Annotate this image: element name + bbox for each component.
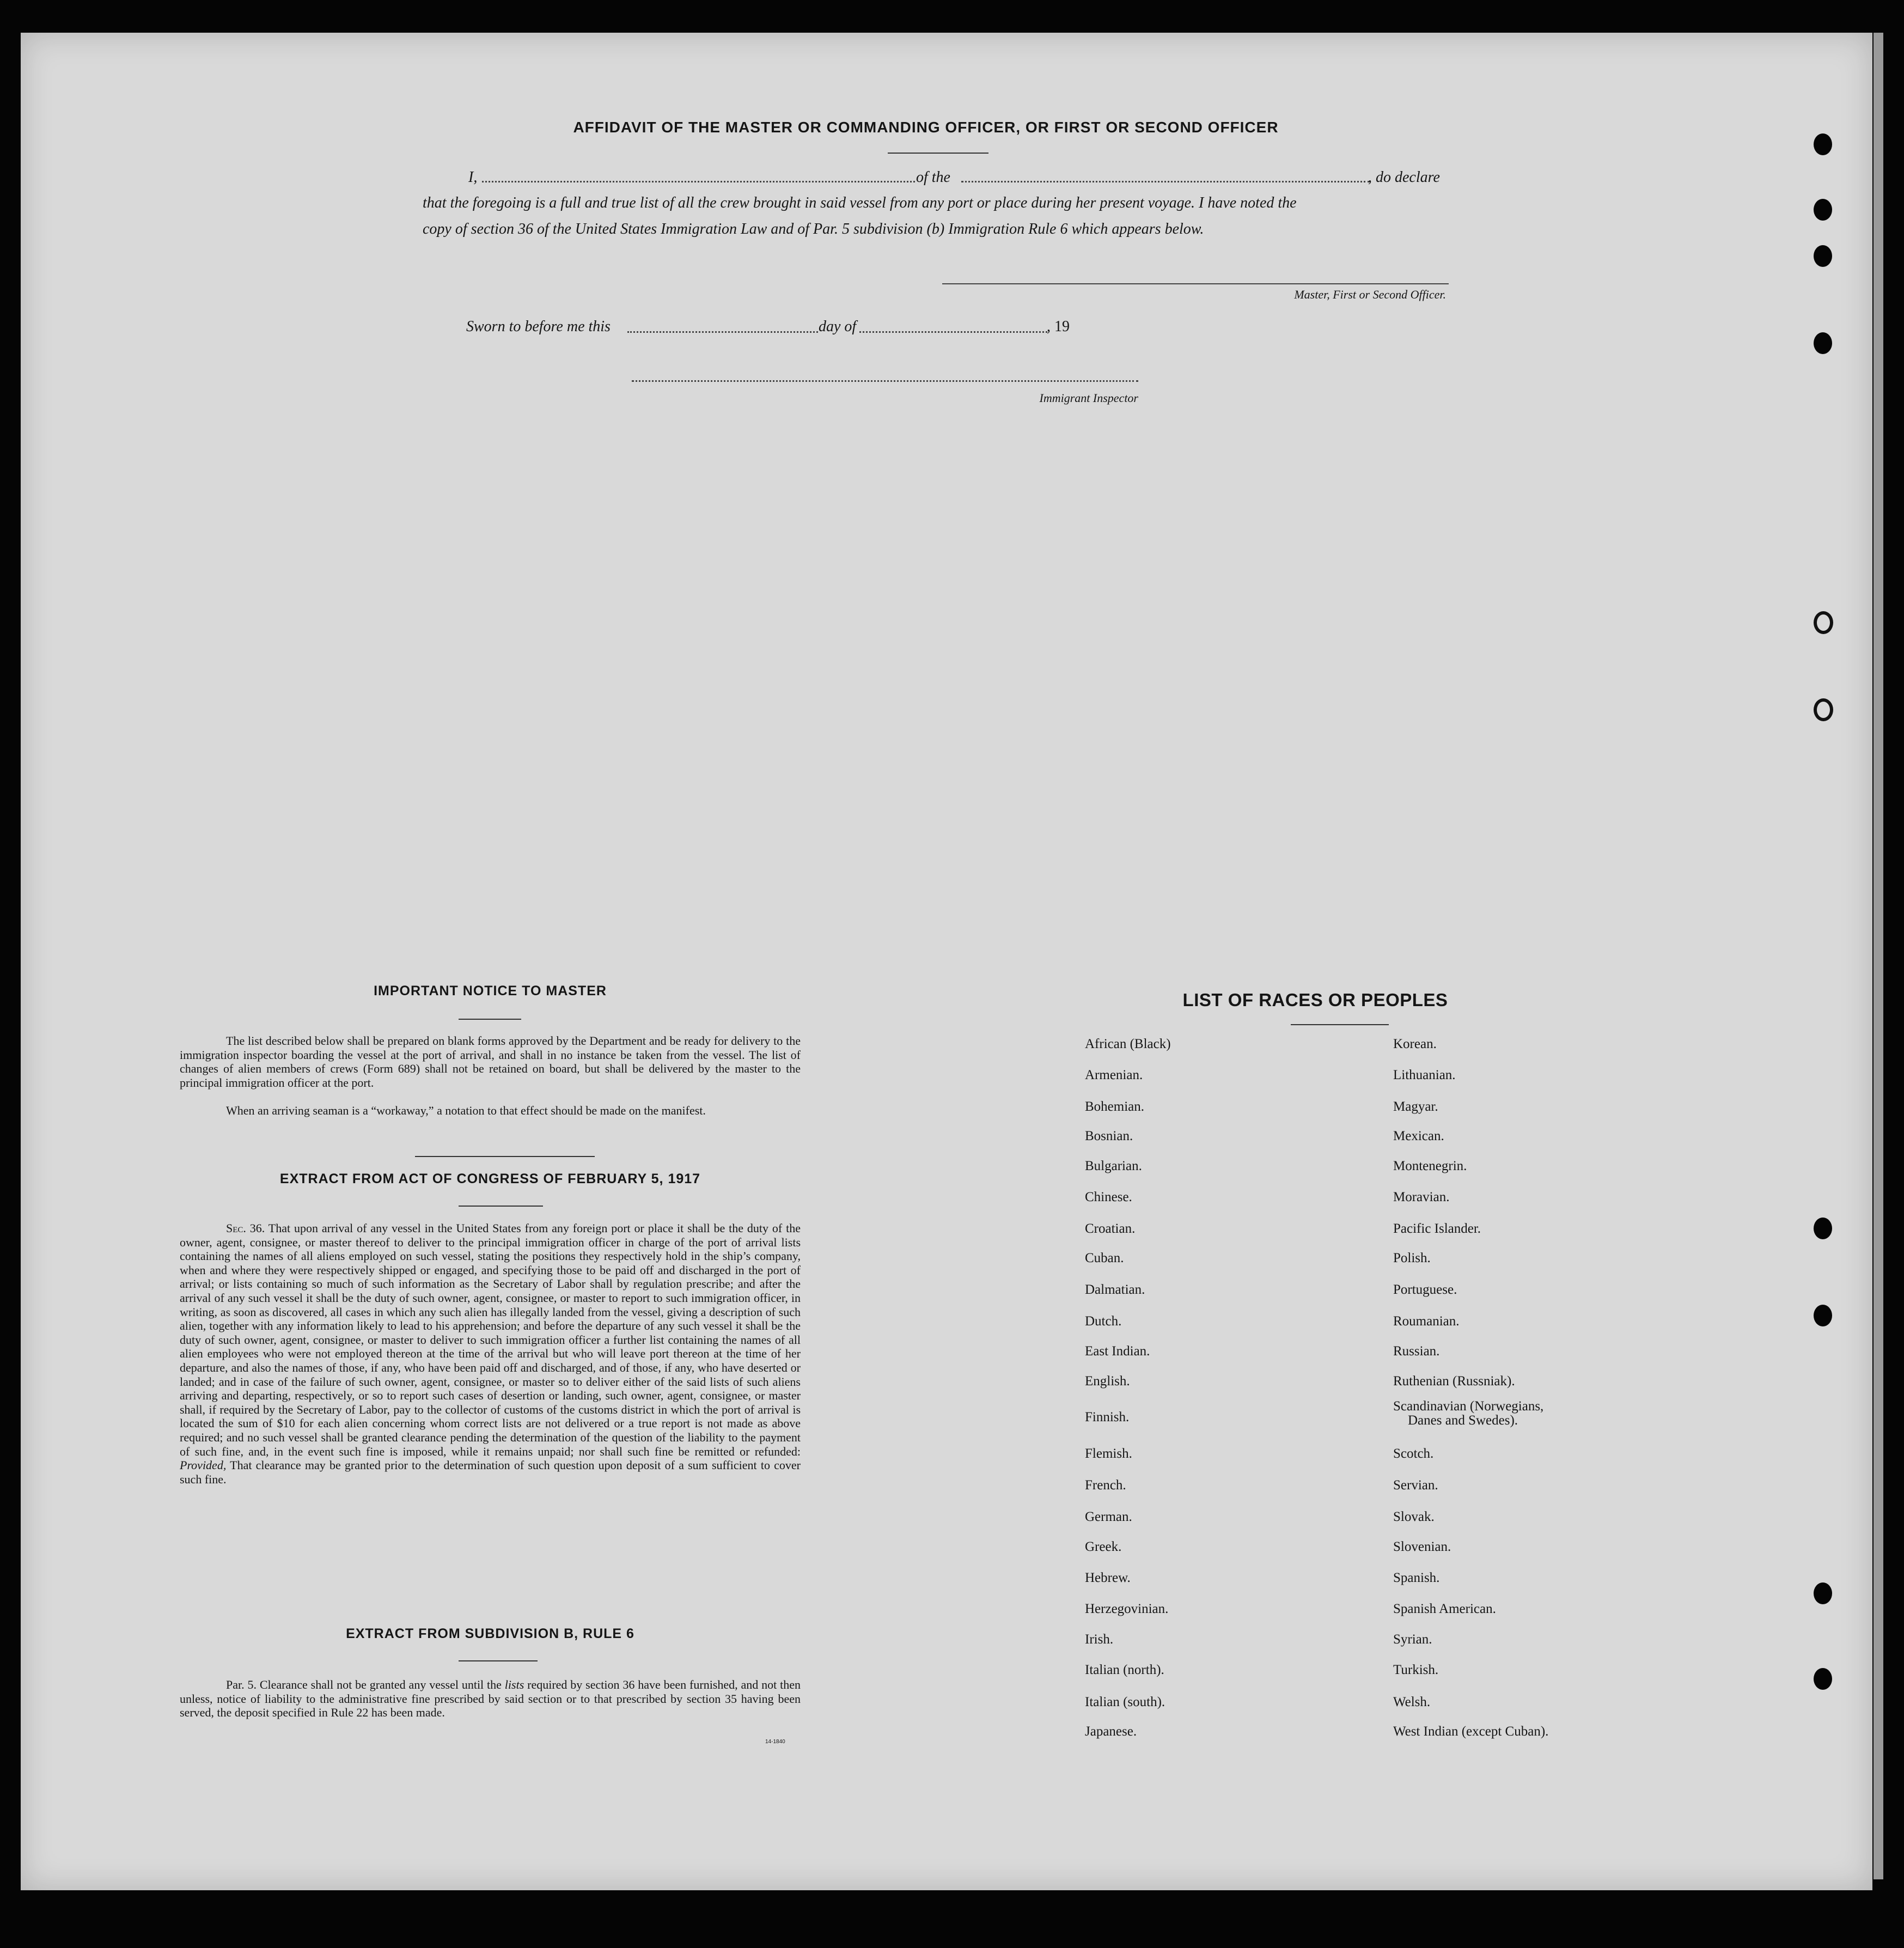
race-item: Slovak. bbox=[1393, 1509, 1435, 1524]
race-item: Pacific Islander. bbox=[1393, 1221, 1481, 1236]
binder-hole bbox=[1814, 245, 1832, 267]
form-sheet bbox=[21, 33, 1872, 1890]
inspector-caption: Immigrant Inspector bbox=[1039, 391, 1138, 405]
race-item: African (Black) bbox=[1085, 1037, 1171, 1051]
master-signature-field[interactable] bbox=[942, 283, 1449, 284]
race-item: Russian. bbox=[1393, 1344, 1440, 1359]
race-item: Ruthenian (Russniak). bbox=[1393, 1374, 1515, 1389]
day-of-label: day of bbox=[819, 318, 857, 335]
affidavit-statement-line2: copy of section 36 of the United States Immigration Law and of Par. 5 subdivision (b) Immigration Rule 6 which appears below. bbox=[423, 221, 1204, 238]
race-item: Spanish American. bbox=[1393, 1602, 1496, 1616]
binder-hole bbox=[1814, 332, 1832, 354]
race-item: Syrian. bbox=[1393, 1632, 1432, 1647]
sworn-month-field[interactable] bbox=[859, 331, 1047, 333]
race-item: Finnish. bbox=[1085, 1410, 1130, 1425]
sec-text-end: That clearance may be granted prior to the determination of such question upon deposit of a sum sufficient to cover such fine. bbox=[180, 1458, 801, 1486]
race-item: Cuban. bbox=[1085, 1251, 1124, 1265]
act-extract-title: EXTRACT FROM ACT OF CONGRESS OF FEBRUARY 5, 1917 bbox=[279, 1171, 701, 1186]
race-item: Montenegrin. bbox=[1393, 1159, 1467, 1173]
race-item: Flemish. bbox=[1085, 1446, 1132, 1461]
race-item: Slovenian. bbox=[1393, 1539, 1451, 1554]
race-item: Welsh. bbox=[1393, 1695, 1431, 1709]
sworn-label: Sworn to before me this bbox=[466, 318, 611, 335]
of-the-label: of the bbox=[916, 169, 950, 186]
race-item: Portuguese. bbox=[1393, 1282, 1457, 1297]
race-item: Armenian. bbox=[1085, 1068, 1143, 1082]
affidavit-title: AFFIDAVIT OF THE MASTER OR COMMANDING OFFICER, OR FIRST OR SECOND OFFICER bbox=[573, 119, 1279, 136]
sheet-edge bbox=[1874, 33, 1883, 1879]
race-item: West Indian (except Cuban). bbox=[1393, 1724, 1549, 1739]
binder-hole bbox=[1814, 1582, 1832, 1604]
title-rule bbox=[888, 153, 988, 154]
race-item: Italian (north). bbox=[1085, 1663, 1164, 1677]
race-item: Polish. bbox=[1393, 1251, 1431, 1265]
binder-hole bbox=[1814, 199, 1832, 221]
race-item: Turkish. bbox=[1393, 1663, 1439, 1677]
race-item: Mexican. bbox=[1393, 1129, 1444, 1143]
par-5-text bbox=[180, 1678, 801, 1720]
notice-divider bbox=[415, 1156, 595, 1157]
races-rule bbox=[1291, 1024, 1389, 1025]
sec-text: That upon arrival of any vessel in the United States from any foreign port or place it shall be the duty of the owner, agent, consignee, or master thereof to deliver to the principal immigration officer in charge of the port of arrival lists containing the names of all aliens employed on such vessel, stating the positions they respectively hold in the ship’s company, when and where they were respectively shipped or engaged, and specifying those to be paid off and discharged in the port of arrival; or lists containing so much of such information as the Secretary of Labor shall by regulation prescribe; and after the arrival of any such vessel it shall be the duty of such owner, agent, consignee, or master to report to such immigration officer, in writing, as soon as discovered, all cases in which any such alien has illegally landed from the vessel, giving a description of such alien, together with any information likely to lead to his apprehension; and before the departure of any such vessel it shall be the duty of such owner, agent, consignee, or master to deliver to such immigration officer a further list containing the names of all alien employees who were not employed thereon at the time of the arrival but who will leave port thereon at the time of her departure, and also the names of those, if any, who have been paid off and discharged, and of those, if any, who have deserted or landed; and in case of the failure of such owner, agent, consignee, or master so to deliver either of the said lists of such aliens arriving and departing, respectively, or so to report such cases of desertion or landing, such owner, agent, consignee, or master shall, if required by the Secretary of Labor, pay to the collector of customs of the customs district in which the port of arrival is located the sum of $10 for each alien concerning whom correct lists are not delivered or a true report is not made as above required; and no such vessel shall be granted clearance pending the determination of the question of the liability to the payment of such fine, and, in the event such fine is imposed, while it remains unpaid; nor shall such fine be remitted or refunded: bbox=[180, 1221, 801, 1458]
signature-caption: Master, First or Second Officer. bbox=[1294, 288, 1446, 301]
par5-text-a: Par. 5. Clearance shall not be granted any vessel until the bbox=[226, 1678, 502, 1691]
race-item: Italian (south). bbox=[1085, 1695, 1165, 1709]
binder-hole bbox=[1814, 133, 1832, 155]
provided-word: Provided, bbox=[180, 1458, 227, 1472]
inspector-signature-field[interactable] bbox=[632, 380, 1138, 382]
race-item-continuation: Danes and Swedes). bbox=[1408, 1413, 1518, 1428]
lists-word: lists bbox=[504, 1678, 524, 1691]
name-field[interactable] bbox=[482, 181, 915, 182]
notice-paragraph-2: When an arriving seaman is a “workaway,” a notation to that effect should be made on the manifest. bbox=[226, 1104, 706, 1117]
notice-paragraph-1: The list described below shall be prepared on blank forms approved by the Department and be ready for delivery to the immigration inspector boarding the vessel at the port of arrival, and shall in no instance be taken from the vessel. The list of changes of alien members of crews (Form 689) shall not be retained on board, but shall be delivered by the master to the principal immigration officer at the port. bbox=[180, 1034, 801, 1089]
race-item: Servian. bbox=[1393, 1478, 1438, 1493]
race-item: Bulgarian. bbox=[1085, 1159, 1142, 1173]
race-item: Croatian. bbox=[1085, 1221, 1136, 1236]
binder-hole bbox=[1814, 1305, 1832, 1326]
i-label: I, bbox=[468, 169, 478, 186]
form-number: 14-1840 bbox=[765, 1739, 785, 1745]
sec-label: Sec. 36. bbox=[226, 1221, 265, 1235]
vessel-field[interactable] bbox=[961, 181, 1370, 182]
rule-extract-title: EXTRACT FROM SUBDIVISION B, RULE 6 bbox=[346, 1626, 634, 1641]
act-rule bbox=[459, 1206, 543, 1207]
rule-rule bbox=[459, 1660, 538, 1661]
race-item: Magyar. bbox=[1393, 1099, 1438, 1114]
affidavit-statement-line1: that the foregoing is a full and true list of all the crew brought in said vessel from any port or place during her present voyage. I have noted the bbox=[423, 194, 1297, 211]
race-item: Dutch. bbox=[1085, 1314, 1122, 1329]
sworn-date-field[interactable] bbox=[627, 331, 818, 333]
race-item: Scandinavian (Norwegians, bbox=[1393, 1399, 1544, 1414]
section-36-text bbox=[180, 1221, 801, 1486]
race-item: Roumanian. bbox=[1393, 1314, 1460, 1329]
year-label: , 19 bbox=[1047, 318, 1070, 335]
races-title: LIST OF RACES OR PEOPLES bbox=[1182, 990, 1448, 1010]
race-item: Chinese. bbox=[1085, 1190, 1132, 1204]
race-item: English. bbox=[1085, 1374, 1130, 1389]
race-item: East Indian. bbox=[1085, 1344, 1150, 1359]
race-item: Irish. bbox=[1085, 1632, 1114, 1647]
race-item: Dalmatian. bbox=[1085, 1282, 1145, 1297]
notice-title: IMPORTANT NOTICE TO MASTER bbox=[374, 983, 607, 999]
race-item: Greek. bbox=[1085, 1539, 1122, 1554]
race-item: Bosnian. bbox=[1085, 1129, 1133, 1143]
do-declare-label: , do declare bbox=[1368, 169, 1440, 186]
par5-text-b: required by section 36 have been furnished, and not then unless, notice of liability to the administrative fine prescribed by said section or to that prescribed by section 35 having been served, the deposit specified in Rule 22 has been made. bbox=[180, 1678, 801, 1720]
race-item: Moravian. bbox=[1393, 1190, 1450, 1204]
race-item: Hebrew. bbox=[1085, 1570, 1131, 1585]
race-item: German. bbox=[1085, 1509, 1132, 1524]
binder-hole bbox=[1814, 1218, 1832, 1239]
race-item: Bohemian. bbox=[1085, 1099, 1145, 1114]
race-item: Spanish. bbox=[1393, 1570, 1440, 1585]
binder-hole bbox=[1814, 1668, 1832, 1690]
race-item: Japanese. bbox=[1085, 1724, 1137, 1739]
race-item: French. bbox=[1085, 1478, 1126, 1493]
race-item: Lithuanian. bbox=[1393, 1068, 1456, 1082]
race-item: Korean. bbox=[1393, 1037, 1437, 1051]
binder-hole bbox=[1814, 698, 1833, 721]
binder-hole bbox=[1814, 611, 1833, 634]
notice-rule bbox=[459, 1019, 521, 1020]
race-item: Herzegovinian. bbox=[1085, 1602, 1169, 1616]
race-item: Scotch. bbox=[1393, 1446, 1434, 1461]
